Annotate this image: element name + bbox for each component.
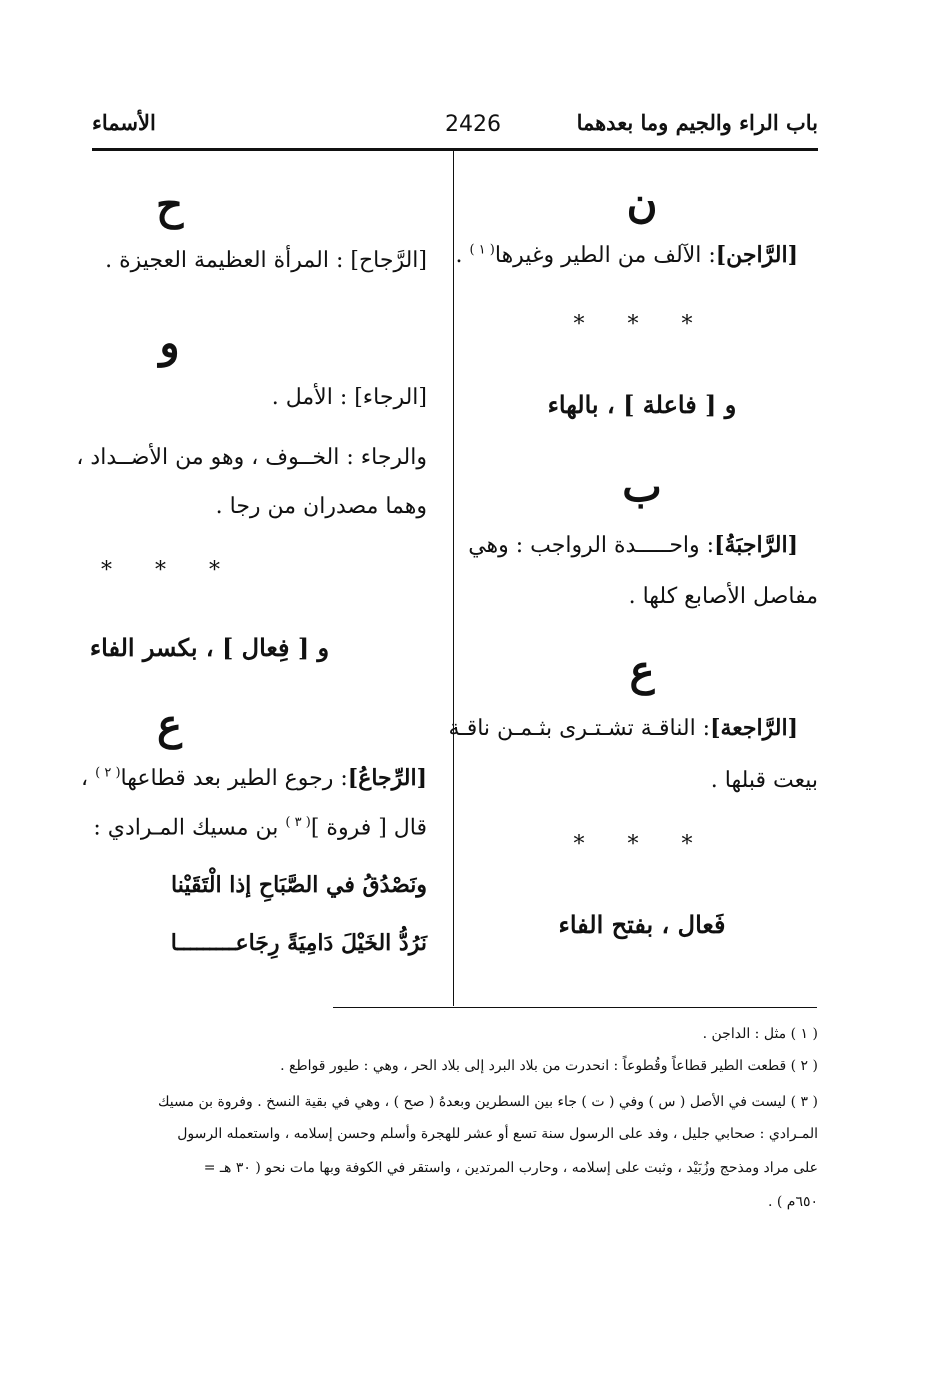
letter-heading: ح <box>155 180 184 229</box>
entry-headword: [الرَّاجعة] <box>710 715 798 741</box>
header-divider <box>92 148 818 151</box>
footnote-ref: ( ١ ) <box>469 242 495 258</box>
entry-definition: : واحـــــدة الرواجب : وهي <box>468 533 715 558</box>
entry-definition: : رجوع الطير بعد قطاعها <box>120 766 348 791</box>
footnote: ٦٥٠م ) . <box>767 1194 818 1210</box>
entry-end: ، <box>81 766 89 791</box>
entry-headword: [الرَّاجن] <box>715 242 798 268</box>
verse-line: نَرُدُّ الخَيْلَ دَامِيَةً رِجَاعـــــــــا <box>170 930 427 956</box>
entry-end: . <box>455 243 463 268</box>
page-number: 2426 <box>445 112 501 137</box>
section-heading: و [ فِعال ] ، بكسر الفاء <box>89 633 330 662</box>
section-heading: و [ فاعلة ] ، بالهاء <box>547 390 737 419</box>
letter-heading: ب <box>622 462 662 511</box>
verse-line: ونَصْدُقُ في الصَّبَاحِ إذا الْتَقَيْنا <box>171 872 427 898</box>
entry-definition: : الآلف من الطير وغيرها <box>494 243 716 268</box>
letter-heading: ن <box>626 178 658 227</box>
footnote: على مراد ومذحج وزُبَيْد ، وثبت على إسلامه ، وحارب المرتدين ، واستقر في الكوفة وبها مات نحو ( ٣٠ هـ = <box>203 1160 818 1176</box>
entry-line: [الرَّجاح] : المرأة العظيمة العجيزة . <box>105 248 427 273</box>
quote-intro: قال [ فروة ] <box>310 815 427 841</box>
footnote: المـرادي : صحابي جليل ، وفد على الرسول سنة تسع أو عشر للهجرة وأسلم وحسن إسلامه ، واستعمله الرسول <box>177 1126 818 1142</box>
entry-line <box>455 242 798 268</box>
entry-line: بيعت قبلها . <box>710 768 818 793</box>
separator-stars: * * * <box>573 832 711 857</box>
entry-line: مفاصل الأصابع كلها . <box>628 584 818 609</box>
footnote: ( ٣ ) ليست في الأصل ( س ) وفي ( ت ) جاء بين السطرين وبعدهُ ( صح ) ، وهي في بقية النسخ . وفروة بن مسيك <box>158 1094 818 1110</box>
separator-stars: * * * <box>101 558 238 583</box>
column-divider <box>453 151 454 1006</box>
section-heading: فَعال ، بفتح الفاء <box>558 910 726 939</box>
entry-definition: : الناقـة تشـتـرى بثـمـن ناقـة <box>448 716 711 741</box>
entry-line: وهما مصدران من رجا . <box>215 494 427 519</box>
footnote: ( ٢ ) قطعت الطير قطاعاً وقُطوعاً : انحدرت من بلاد البرد إلى بلاد الحر ، وهي : طيور قواطع . <box>280 1058 818 1074</box>
entry-line <box>468 532 798 558</box>
entry-line <box>93 815 427 840</box>
footnote-divider <box>333 1007 817 1008</box>
letter-heading: ع <box>629 646 655 695</box>
footnote: ( ١ ) مثل : الداجن . <box>702 1026 818 1042</box>
running-head-chapter: باب الراء والجيم وما بعدهما <box>576 110 818 135</box>
entry-line: والرجاء : الخــوف ، وهو من الأضــداد ، <box>76 445 427 470</box>
letter-heading: و <box>159 318 180 367</box>
separator-stars: * * * <box>573 312 711 337</box>
footnote-ref: ( ٢ ) <box>95 765 121 781</box>
entry-headword: [الرِّجاعُ] <box>347 765 427 791</box>
letter-heading: ع <box>156 700 183 749</box>
entry-line <box>448 715 798 741</box>
entry-headword: [الرَّاجبَةُ] <box>714 532 798 558</box>
running-head-section: الأسماء <box>92 110 156 135</box>
quote-intro-rest: بن مسيك المـرادي : <box>93 815 279 841</box>
entry-line: [الرجاء] : الأمل . <box>271 385 427 410</box>
footnote-ref: ( ٣ ) <box>285 815 311 830</box>
entry-line <box>81 765 427 791</box>
